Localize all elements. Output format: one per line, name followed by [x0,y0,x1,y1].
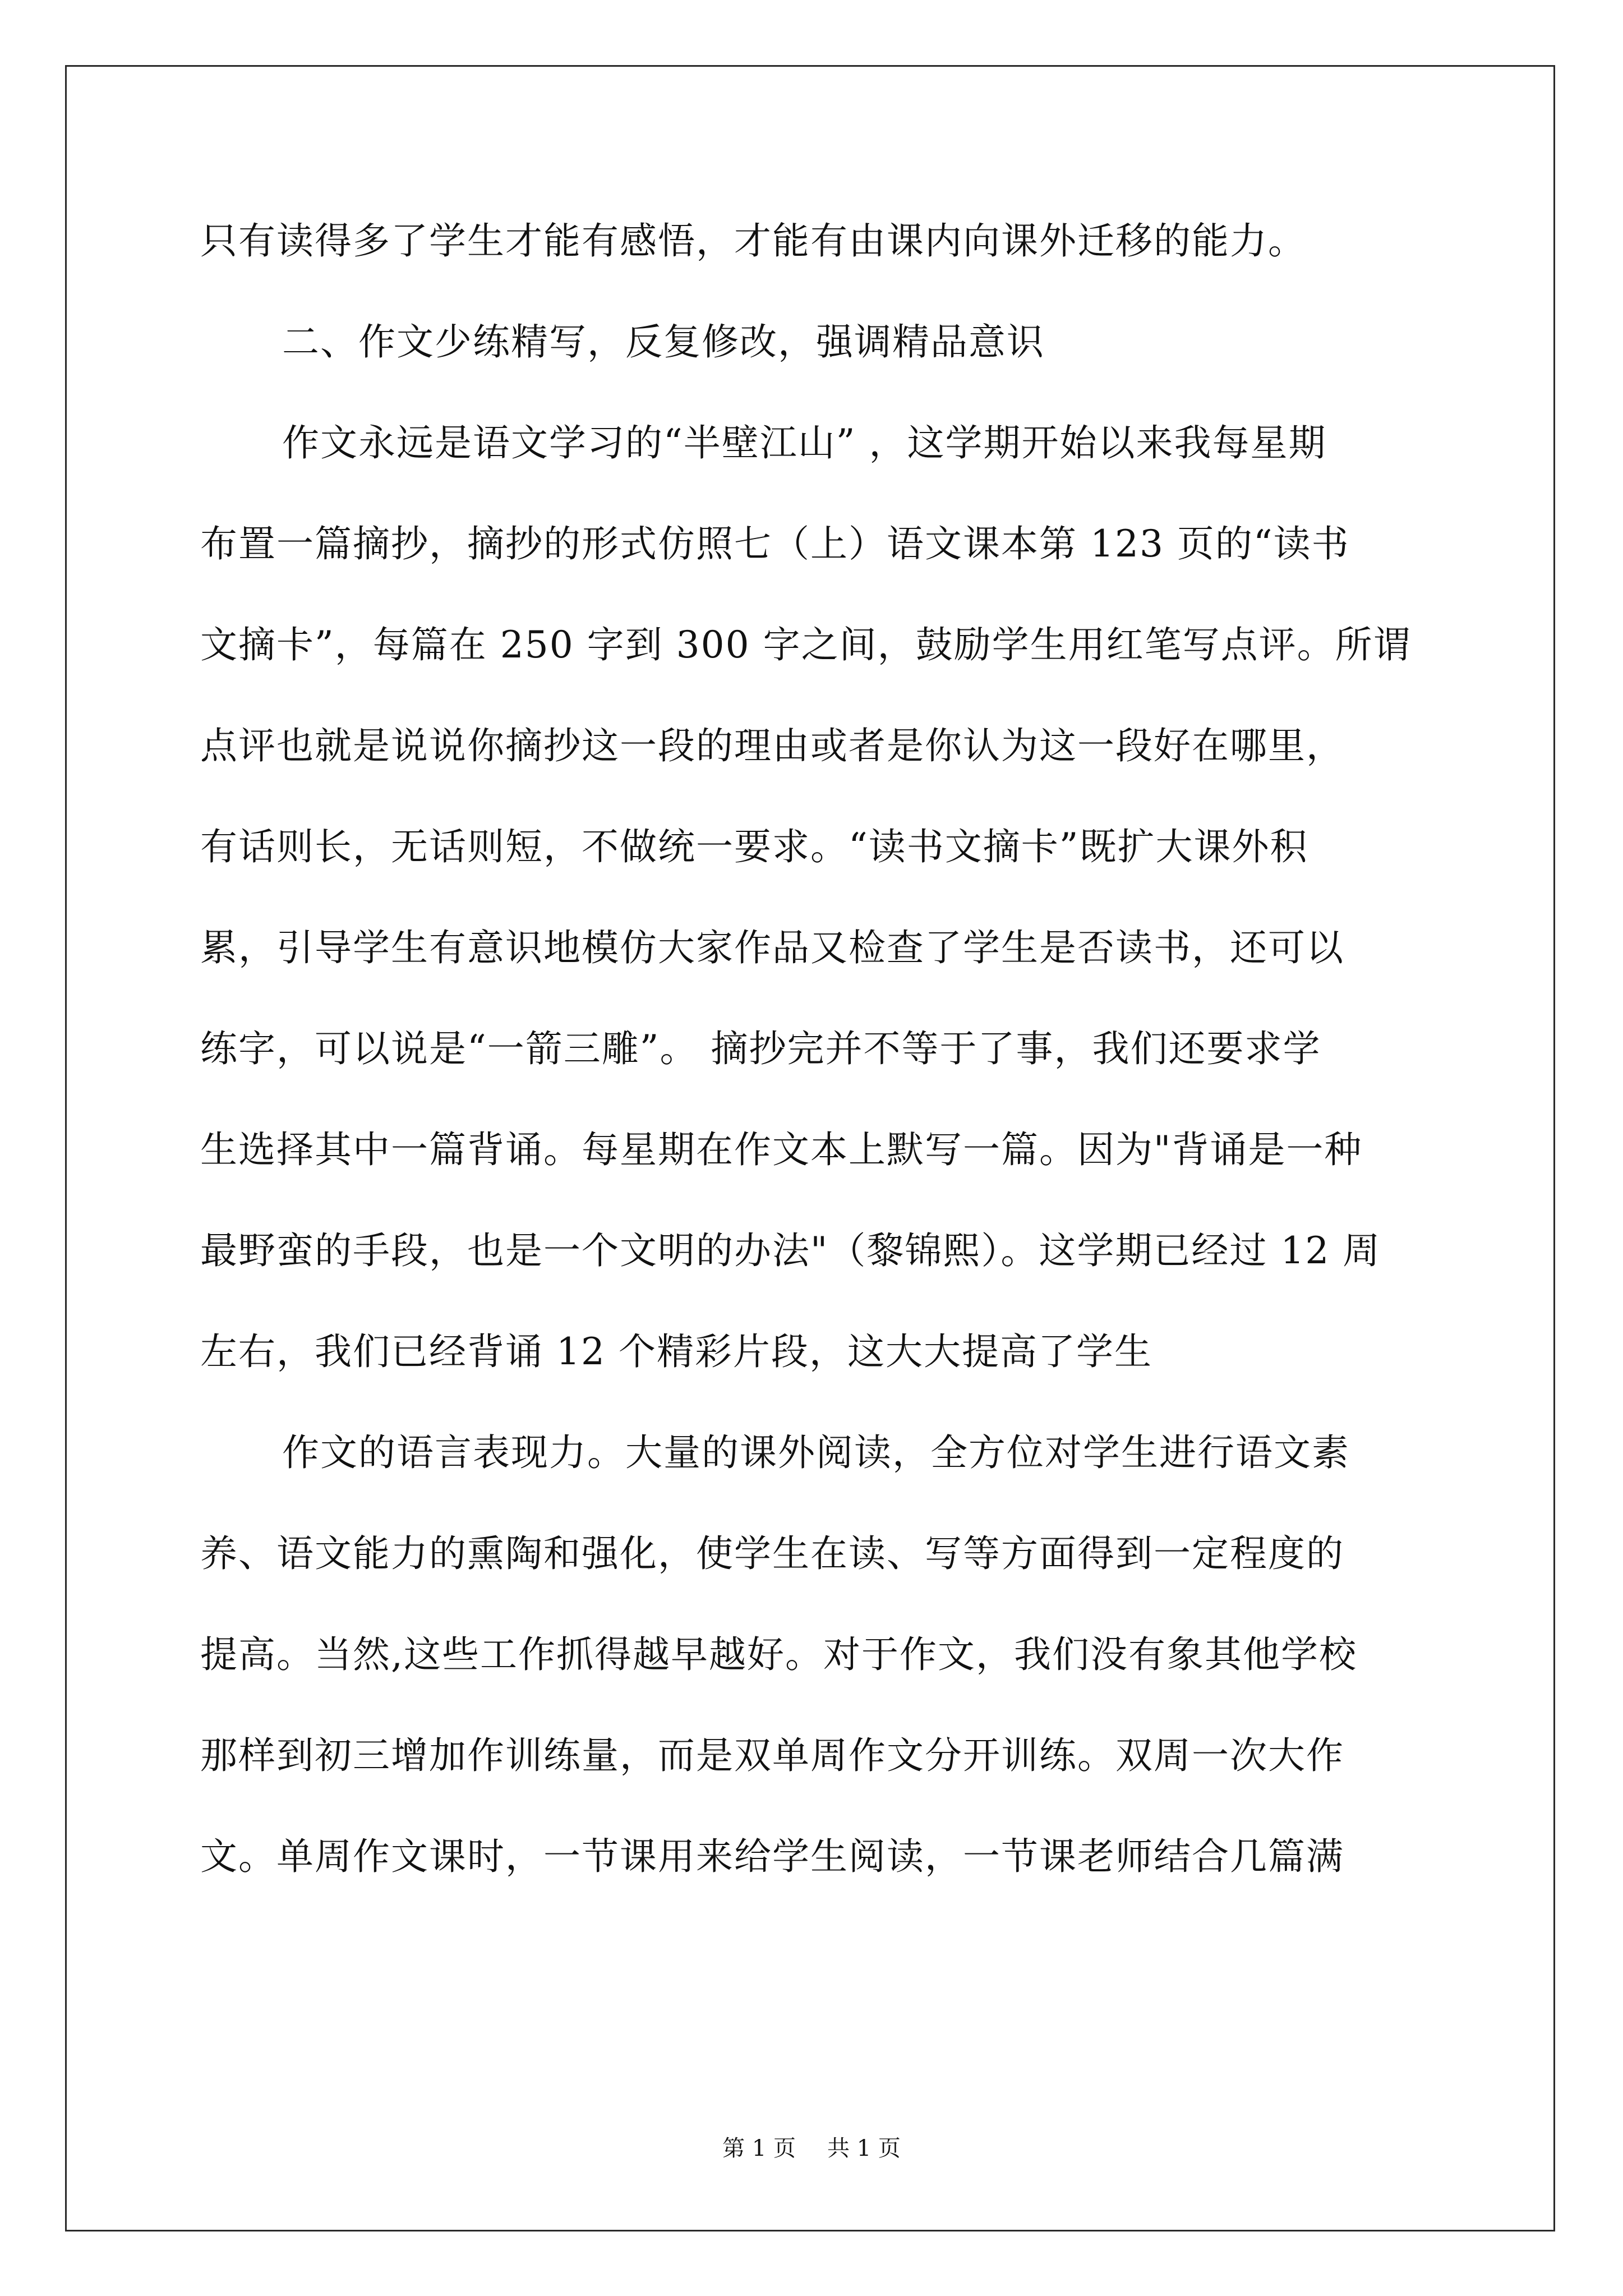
body-line: 生选择其中一篇背诵。每星期在作文本上默写一篇。因为"背诵是一种 [200,1128,1363,1171]
body-line: 只有读得多了学生才能有感悟，才能有由课内向课外迁移的能力。 [200,219,1306,263]
body-line: 累，引导学生有意识地模仿大家作品又检查了学生是否读书，还可以 [200,926,1344,969]
body-line: 练字，可以说是“一箭三雕”。 摘抄完并不等于了事，我们还要求学 [200,1027,1321,1070]
body-line: 左右，我们已经背诵 12 个精彩片段，这大大提高了学生 [200,1330,1152,1373]
body-line: 提高。当然,这些工作抓得越早越好。对于作文，我们没有象其他学校 [200,1633,1357,1676]
page-footer [0,2132,1623,2165]
paragraph-start: 作文永远是语文学习的“半壁江山” ，这学期开始以来我每星期 [282,421,1327,464]
body-line: 文。单周作文课时，一节课用来给学生阅读，一节课老师结合几篇满 [200,1835,1344,1878]
body-line: 有话则长，无话则短，不做统一要求。“读书文摘卡”既扩大课外积 [200,825,1308,868]
body-line: 布置一篇摘抄，摘抄的形式仿照七（上）语文课本第 123 页的“读书 [200,522,1350,565]
body-line: 养、语文能力的熏陶和强化，使学生在读、写等方面得到一定程度的 [200,1532,1344,1575]
body-line: 那样到初三增加作训练量，而是双单周作文分开训练。双周一次大作 [200,1734,1344,1777]
body-line: 点评也就是说说你摘抄这一段的理由或者是你认为这一段好在哪里， [200,724,1344,767]
page-total: 共 1 页 [827,2136,901,2161]
document-body [200,191,1423,1907]
paragraph-start: 作文的语言表现力。大量的课外阅读，全方位对学生进行语文素 [282,1431,1350,1474]
section-heading: 二、作文少练精写，反复修改，强调精品意识 [282,320,1045,364]
page-number: 第 1 页 [722,2136,796,2161]
body-line: 文摘卡”，每篇在 250 字到 300 字之间，鼓励学生用红笔写点评。所谓 [200,623,1412,666]
body-line: 最野蛮的手段，也是一个文明的办法"（黎锦熙）。这学期已经过 12 周 [200,1229,1381,1272]
